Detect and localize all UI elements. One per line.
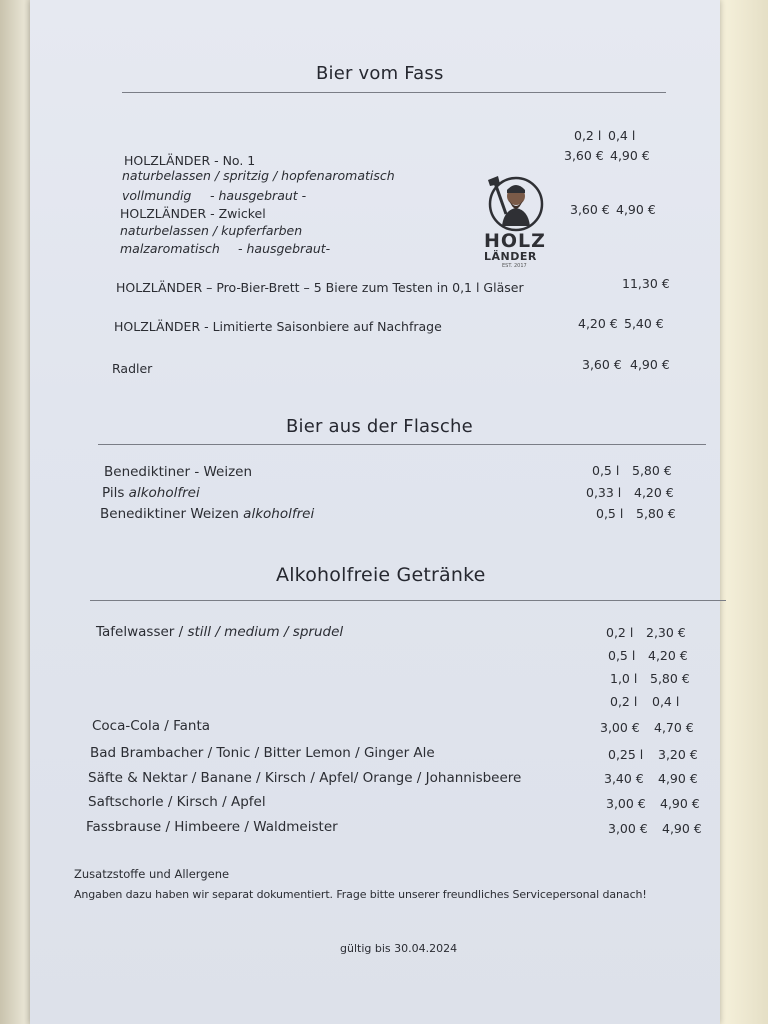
brand-logo — [482, 170, 554, 270]
name-text: Benediktiner Weizen — [100, 506, 244, 522]
menu-item-name: Benediktiner - Weizen — [104, 464, 253, 480]
menu-item-name: Saftschorle / Kirsch / Apfel — [88, 794, 266, 810]
menu-item-name: Bad Brambacher / Tonic / Bitter Lemon / Ginger Ale — [90, 745, 435, 761]
menu-item-price: 4,90 € — [616, 202, 656, 217]
menu-item-price: 3,20 € — [658, 747, 698, 762]
allergen-title: Zusatzstoffe und Allergene — [74, 867, 230, 881]
logo-est: EST. 2017 — [502, 263, 527, 269]
menu-item-name: Coca-Cola / Fanta — [92, 718, 211, 734]
menu-item-size: 0,5 l — [608, 648, 636, 663]
menu-item-price: 3,00 € — [600, 720, 640, 735]
menu-item-price: 4,20 € — [648, 648, 688, 663]
menu-item-price: 5,80 € — [650, 671, 690, 686]
menu-item-desc: - hausgebraut- — [238, 241, 331, 256]
menu-item-size: 0,25 l — [608, 747, 644, 762]
menu-item-name — [100, 506, 314, 522]
menu-item-price: 3,60 € — [570, 202, 610, 217]
menu-item-name — [102, 485, 200, 501]
name-italic: still / medium / sprudel — [187, 624, 344, 640]
size-header-1: 0,2 l — [610, 694, 638, 709]
menu-item-name: Säfte & Nektar / Banane / Kirsch / Apfel/ Orange / Johannisbeere — [88, 770, 522, 786]
menu-item-price: 4,20 € — [578, 316, 618, 331]
menu-item-price: 4,90 € — [610, 148, 650, 163]
menu-item-price: 3,60 € — [582, 357, 622, 372]
menu-item-price: 3,00 € — [608, 821, 648, 836]
menu-page — [30, 0, 720, 1024]
menu-item-price: 3,60 € — [564, 148, 604, 163]
menu-item-name: Radler — [112, 361, 153, 376]
menu-item-price: 5,80 € — [636, 506, 676, 521]
menu-item-price: 2,30 € — [646, 625, 686, 640]
menu-item-price: 5,80 € — [632, 463, 672, 478]
menu-item-name: Fassbrause / Himbeere / Waldmeister — [86, 819, 338, 835]
menu-item-desc: - hausgebraut - — [210, 188, 307, 203]
name-italic: alkoholfrei — [128, 485, 200, 501]
menu-item-size: 1,0 l — [610, 671, 638, 686]
logo-word-1: HOLZ — [484, 230, 546, 252]
menu-item-price: 4,70 € — [654, 720, 694, 735]
menu-item-price: 4,90 € — [662, 821, 702, 836]
menu-item-size: 0,5 l — [592, 463, 620, 478]
menu-item-price: 11,30 € — [622, 276, 670, 291]
name-text: Tafelwasser / — [96, 624, 188, 640]
divider — [122, 92, 666, 93]
size-header-2: 0,4 l — [652, 694, 680, 709]
menu-item-name: HOLZLÄNDER – Pro-Bier-Brett – 5 Biere zum Testen in 0,1 l Gläser — [116, 280, 524, 295]
divider — [98, 444, 706, 445]
menu-item-price: 5,40 € — [624, 316, 664, 331]
menu-item-name: HOLZLÄNDER - Zwickel — [120, 206, 266, 221]
menu-item-desc: naturbelassen / kupferfarben — [120, 223, 303, 238]
menu-item-size: 0,5 l — [596, 506, 624, 521]
menu-item-name — [96, 624, 343, 640]
section-title-alkoholfrei: Alkoholfreie Getränke — [276, 564, 486, 586]
menu-item-price: 3,40 € — [604, 771, 644, 786]
size-header-1: 0,2 l — [574, 128, 602, 143]
valid-until: gültig bis 30.04.2024 — [340, 942, 458, 955]
menu-item-desc: malzaromatisch — [120, 241, 220, 256]
menu-item-desc: vollmundig — [122, 188, 192, 203]
menu-item-size: 0,2 l — [606, 625, 634, 640]
divider — [90, 600, 726, 601]
menu-item-name: HOLZLÄNDER - No. 1 — [124, 153, 256, 168]
section-title-flasche: Bier aus der Flasche — [286, 416, 473, 437]
menu-item-desc: naturbelassen / spritzig / hopfenaromatisch — [122, 168, 395, 183]
menu-item-name: HOLZLÄNDER - Limitierte Saisonbiere auf Nachfrage — [114, 319, 442, 334]
name-italic: alkoholfrei — [243, 506, 315, 522]
logo-word-2: LÄNDER — [484, 250, 537, 263]
name-text: Pils — [102, 485, 129, 501]
menu-item-price: 3,00 € — [606, 796, 646, 811]
menu-item-price: 4,20 € — [634, 485, 674, 500]
allergen-text: Angaben dazu haben wir separat dokumentiert. Frage bitte unserer freundliches Servicepersonal danach! — [74, 888, 647, 901]
size-header-2: 0,4 l — [608, 128, 636, 143]
menu-item-price: 4,90 € — [658, 771, 698, 786]
menu-item-price: 4,90 € — [660, 796, 700, 811]
menu-item-price: 4,90 € — [630, 357, 670, 372]
menu-item-size: 0,33 l — [586, 485, 622, 500]
section-title-fass: Bier vom Fass — [316, 63, 444, 84]
